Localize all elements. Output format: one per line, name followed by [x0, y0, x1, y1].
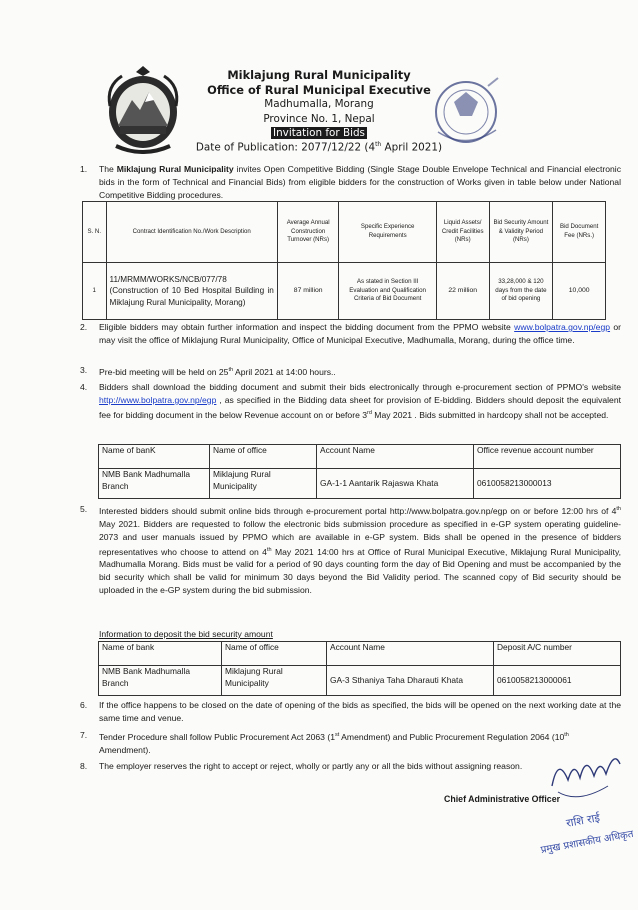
- cell-experience: As stated in Section III Evaluation and Qualification Criteria of Bid Document: [339, 263, 436, 320]
- col-deposit-account-number: Deposit A/C number: [494, 642, 621, 666]
- cell-bank: NMB Bank Madhumalla Branch: [99, 666, 222, 696]
- cell-bank: NMB Bank Madhumalla Branch: [99, 469, 210, 499]
- col-sn: S. N.: [83, 202, 107, 263]
- item-6-text: If the office happens to be closed on the date of opening of the bids as specified, the bids will be opened on the next working date at the same time and venue.: [99, 700, 621, 723]
- revenue-account-table: [98, 444, 621, 499]
- chief-administrative-officer: Chief Administrative Officer: [444, 794, 561, 804]
- item-number: 5.: [80, 504, 88, 514]
- col-account-name: Account Name: [317, 445, 474, 469]
- header-province: Province No. 1, Nepal: [263, 113, 375, 125]
- item-number: 1.: [80, 164, 88, 174]
- publication-date: Date of Publication: 2077/12/22 (4th April 2021): [195, 141, 443, 154]
- item-number: 8.: [80, 761, 88, 771]
- item-2-text: Eligible bidders may obtain further information and inspect the bidding document from the PPMO website www.bolpatra.gov.np/egp or may visit the office of Miklajung Rural Municipality, Office of Municipal Executive, Madhumalla, Morang, during the office time.: [99, 322, 621, 345]
- cell-account-number: 0610058213000013: [474, 469, 621, 499]
- deposit-account-table: [98, 641, 621, 696]
- item-number: 7.: [80, 730, 88, 740]
- item-number: 3.: [80, 365, 88, 375]
- stamp-designation: प्रमुख प्रशासकीय अधिकृत: [540, 828, 635, 857]
- item-3-text: Pre-bid meeting will be held on 25th April 2021 at 14:00 hours..: [99, 366, 336, 377]
- cell-description: 11/MRMM/WORKS/NCB/077/78 (Construction of 10 Bed Hospital Building in Miklajung Rural Municipality, Morang): [106, 263, 277, 320]
- security-info-heading: Information to deposit the bid security amount: [99, 629, 273, 639]
- cell-account-name: GA-1-1 Aantarik Rajaswa Khata: [317, 469, 474, 499]
- cell-office: Miklajung Rural Municipality: [210, 469, 317, 499]
- stamp-name: राशि राई: [565, 811, 601, 830]
- cell-turnover: 87 million: [277, 263, 339, 320]
- table-row: [99, 469, 621, 499]
- notice-heading: Invitation for Bids: [273, 127, 365, 139]
- works-table: [82, 201, 606, 320]
- cell-office: Miklajung Rural Municipality: [222, 666, 327, 696]
- deposit-table-header: [99, 642, 621, 666]
- col-revenue-account-number: Office revenue account number: [474, 445, 621, 469]
- col-bank: Name of banK: [99, 445, 210, 469]
- col-office: Name of office: [210, 445, 317, 469]
- notice-heading-row: [0, 127, 638, 139]
- item-1-text: The Miklajung Rural Municipality invites Open Competitive Bidding (Single Stage Double Envelope Technical and Financial electronic bids in the form of Technical and Financial Bids) from eligible bidders for the construction of Works given in table below under National Competitive Bidding procedures.: [99, 164, 621, 200]
- revenue-table-header: [99, 445, 621, 469]
- cell-account-name: GA-3 Sthaniya Taha Dharauti Khata: [327, 666, 494, 696]
- office-seal-stamp: [418, 72, 514, 152]
- cell-sn: 1: [83, 263, 107, 320]
- cell-document-fee: 10,000: [553, 263, 606, 320]
- bolpatra-egp-link[interactable]: http://www.bolpatra.gov.np/egp: [99, 394, 217, 405]
- col-bid-security: Bid Security Amount & Validity Period (NRs): [489, 202, 553, 263]
- table-row: [99, 666, 621, 696]
- col-turnover: Average Annual Construction Turnover (NRs): [277, 202, 339, 263]
- cell-bid-security: 33,28,000 & 120 days from the date of bid opening: [489, 263, 553, 320]
- table-row: [83, 263, 606, 320]
- header-municipality: Miklajung Rural Municipality: [227, 68, 411, 82]
- col-office: Name of office: [222, 642, 327, 666]
- ppmo-website-link[interactable]: www.bolpatra.gov.np/egp: [514, 322, 611, 332]
- col-liquid-assets: Liquid Assets/ Credit Facilities (NRs): [436, 202, 489, 263]
- header-office: Office of Rural Municipal Executive: [207, 83, 431, 97]
- item-5-text: Interested bidders should submit online bids through e-procurement portal http://www.bolpatra.gov.np/egp on or before 12:00 hrs of 4th May 2021. Bidders are requested to follow the electronic bids submission procedure as specified in e-GP system operating guideline-2073 and user manuals issued by PPMO which are available in e-GP system. Bids shall be opened in the presence of bidders representatives who choose to attend on 4th May 2021 14:00 hrs at Office of Rural Municipal Executive, Miklajung Rural Municipality, Madhumalla Morang. Bids must be valid for a period of 90 days counting form the day of Bid Opening and must be accompanied by the bid security which shall be valid for minimum 30 days beyond the Bid Validity period. The scanned copy of Bid security should be uploaded in the e-GP system during the bid submission.: [99, 505, 621, 596]
- cell-liquid-assets: 22 million: [436, 263, 489, 320]
- works-table-header: [83, 202, 606, 263]
- col-bank: Name of bank: [99, 642, 222, 666]
- item-number: 6.: [80, 700, 88, 710]
- item-number: 2.: [80, 322, 88, 332]
- col-account-name: Account Name: [327, 642, 494, 666]
- header-address: Madhumalla, Morang: [264, 98, 374, 110]
- cell-account-number: 0610058213000061: [494, 666, 621, 696]
- col-description: Contract Identification No./Work Description: [106, 202, 277, 263]
- item-number: 4.: [80, 382, 88, 392]
- col-experience: Specific Experience Requirements: [339, 202, 436, 263]
- item-4-text: Bidders shall download the bidding document and submit their bids electronically through e-procurement section of PPMO's website http://www.bolpatra.gov.np/egp , as specified in the Bidding data sheet for provision of E-bidding. Bidders should deposit the equivalent fee for bidding document in the below Revenue account on or before 3rd May 2021 . Bids submitted in hardcopy shall not be accepted.: [99, 382, 621, 420]
- item-7-text: Tender Procedure shall follow Public Procurement Act 2063 (1st Amendment) and Public Procurement Regulation 2064 (10th Amendment).: [99, 731, 569, 755]
- item-8-text: The employer reserves the right to accept or reject, wholly or partly any or all the bids without assigning reason.: [99, 761, 523, 771]
- col-document-fee: Bid Document Fee (NRs.): [553, 202, 606, 263]
